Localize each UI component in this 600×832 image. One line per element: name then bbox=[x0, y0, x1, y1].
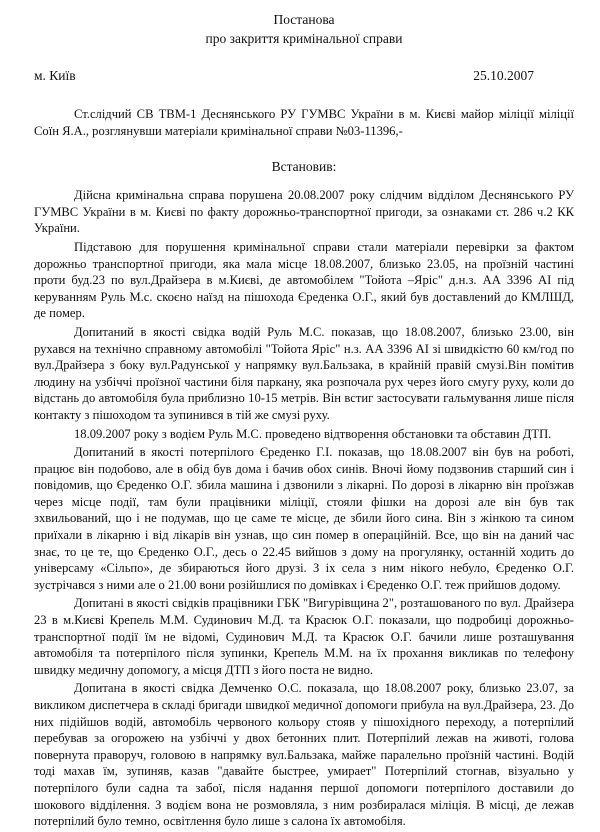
intro-paragraph: Ст.слідчий СВ ТВМ-1 Деснянського РУ ГУМВС України в м. Києві майор міліції міліції Соїн Я.А., розглянувши матеріали кримінальної справи №03-11396,- bbox=[34, 107, 574, 138]
paragraph-2: Підставою для порушення кримінальної справи стали матеріали перевірки за фактом дорожньо транспортної пригоди, яка мала місце 18.08.2007, близько 23.05, на проїзній частині проти буд.23 по вул.Драйзера в м.Києві, де автомобілем "Тойота –Яріс" д.н.з. АА 3396 АІ під керуванням Руль М.с. скоєно наїзд на пішохода Єреденка О.Г., який був доставлений до КМЛШД, де помер. bbox=[34, 239, 574, 321]
paragraph-5: Допитаний в якості потерпілого Єреденко Г.І. показав, що 18.08.2007 він був на роботі, працює він подобово, але в обід був дома і бачив обох синів. Вночі йому подзвонив старший син і повідомив, що Єреденко О.Г. збила машина і дзвонили з лікарні. По дорозі в лікарню він проїзжав через місце події, там були працівники міліції, стояли фішки на дорозі але він був так зхвильований, що і не подумав, що це саме те місце, де збили його сина. Він з жінкою та сином приїхали в лікарню і від лікарів він узнав, що син помер в операційній. Все, що він на даний час знає, то це те, що Єреденко О.Г., десь о 22.45 вийшов з дому на прогулянку, останній ходить до універсаму «Сільпо», де збираються його друзі. З іх села з ним нікого небуло, Єреденко О.Г. зустрічався з ними але о 21.00 вони розійшлися по домівках і Єреденко О.Г. теж прийшов додому. bbox=[34, 445, 574, 592]
place-date-row bbox=[34, 68, 574, 84]
established-heading: Встановив: bbox=[271, 159, 337, 175]
document-title bbox=[34, 10, 574, 48]
paragraph-1: Дійсна кримінальна справа порушена 20.08.2007 року слідчим відділом Деснянського РУ ГУМВС України в м. Києві по факту дорожньо-транспортної пригоди, за ознаками ст. 286 ч.2 КК України. bbox=[34, 188, 574, 236]
paragraph-3: Допитаний в якості свідка водій Руль М.С. показав, що 18.08.2007, близько 23.00, він рухався на технічно справному автомобілі "Тойота Яріс" н.з. АА 3396 АІ зі швидкістю 60 км/год по вул.Драйзера з боку вул.Радунської у напрямку вул.Бальзака, в крайній правій смузі.Він помітив людину на узбіччі проїзної частини біля паркану, яка розпочала рух через його смугу руху, коли до відстань до автомобіля була приблизно 10-15 метрів. Він встиг застосувати гальмування лише після контакту з пішоходом та зупинився в тій же смузі руху. bbox=[34, 324, 574, 422]
document-date: 25.10.2007 bbox=[473, 68, 534, 83]
paragraph-6: Допитані в якості свідків працівники ГБК "Вигурівщина 2", розташованого по вул. Драйзера 23 в м.Києві Крепель М.М. Судинович М.Д. та Красюк О.Г. показали, що подробиці дорожньо-транспортної події їм не відомі, Судинович М.Д. та Красюк О.Г. бачили лише розташування автомобіля та потерпілого після зупинки, Крепель М.М. на їх прохання викликав по телефону швидку медичну допомогу, а місця ДТП з його поста не видно. bbox=[34, 596, 574, 677]
city: м. Київ bbox=[34, 68, 76, 83]
paragraph-4: 18.09.2007 року з водієм Руль М.С. проведено відтворення обстановки та обставин ДТП. bbox=[74, 426, 552, 441]
title-line-2: про закриття кримінальної справи bbox=[205, 31, 403, 46]
paragraph-7: Допитана в якості свідка Демченко О.С. показала, що 18.08.2007 року, близько 23.07, за викликом диспетчера в складі бригади швидкої медичної допомоги прибула на вул.Драйзера, 23. До них підійшов водій, автомобіль червоного кольору стояв у пішохідного переходу, а потерпілий перебував за огорожею на узбіччі у двох бетонних плит. Потерпілий лежав на животі, голова повернута праворуч, головою в напрямку вул.Бальзака, майже паралельно проїзній частині. Водій тоді махав їм, зупиняв, казав "давайте быстрее, умирает" Потерпілий стогнав, візуально у потерпілого були садна та забої, після надання першої допомоги потерпілого доставили до шокового відділення. З водієм вона не розмовляла, з ним розбиралася міліція. В місці, де лежав потерпілий було темно, освітлення було лише з салона їх автомобіля. bbox=[34, 681, 574, 829]
title-line-1: Постанова bbox=[273, 12, 335, 27]
